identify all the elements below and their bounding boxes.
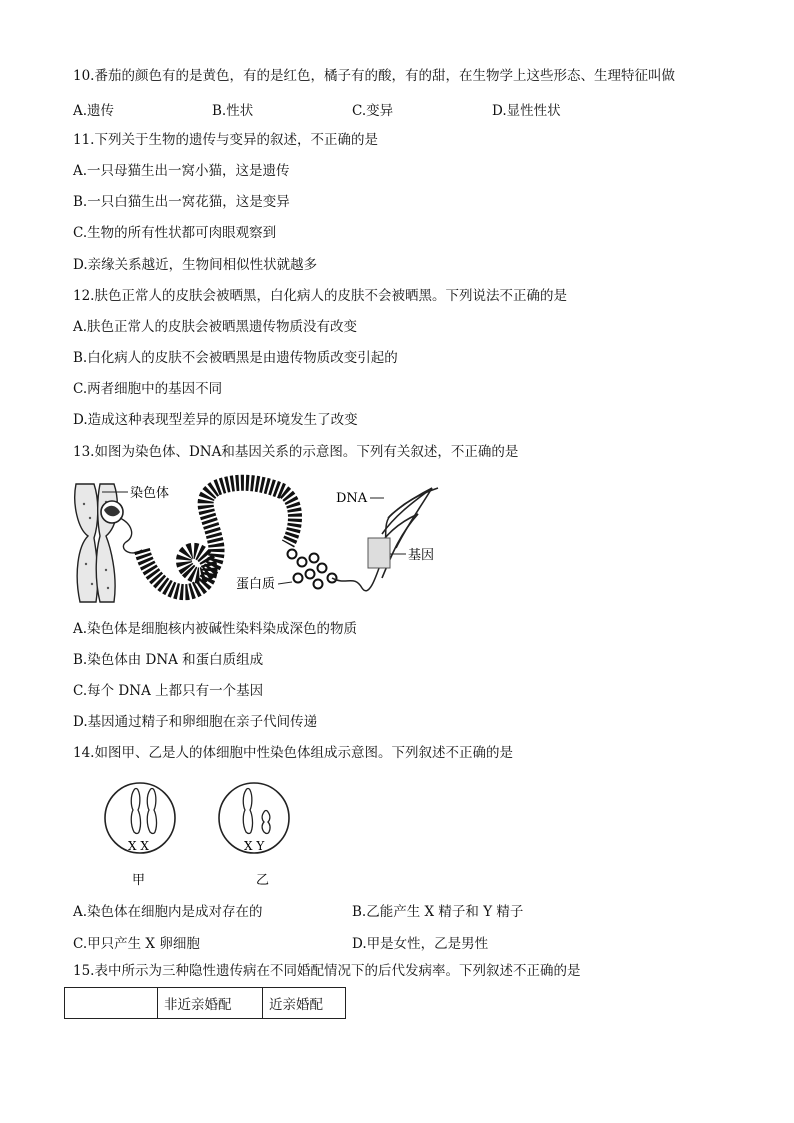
q12-option-b: B.白化病人的皮肤不会被晒黑是由遗传物质改变引起的 [73,350,398,366]
q14-option-b: B.乙能产生 X 精子和 Y 精子 [352,904,524,920]
q14-option-a: A.染色体在细胞内是成对存在的 [73,904,263,920]
q14-option-d: D.甲是女性，乙是男性 [352,936,489,952]
q13-option-a: A.染色体是细胞核内被碱性染料染成深色的物质 [73,621,358,637]
q14-stem: 14.如图甲、乙是人的体细胞中性染色体组成示意图。下列叙述不正确的是 [73,745,513,761]
table-header-consanguineous: 近亲婚配 [263,988,346,1019]
cell-a-label: 甲 [132,873,146,888]
q12-option-a: A.肤色正常人的皮肤会被晒黑遗传物质没有改变 [73,319,358,335]
q11-option-a: A.一只母猫生出一窝小猫，这是遗传 [73,163,290,179]
q11-option-d: D.亲缘关系越近，生物间相似性状就越多 [73,257,318,273]
q12-stem: 12.肤色正常人的皮肤会被晒黑，白化病人的皮肤不会被晒黑。下列说法不正确的是 [73,288,567,304]
q11-option-b: B.一只白猫生出一窝花猫，这是变异 [73,194,290,210]
q13-option-c: C.每个 DNA 上都只有一个基因 [73,683,264,699]
table-header-row [65,988,346,1019]
q13-option-b: B.染色体由 DNA 和蛋白质组成 [73,652,264,668]
label-gene: 基因 [408,548,435,563]
q10-stem: 10.番茄的颜色有的是黄色，有的是红色，橘子有的酸，有的甜，在生物学上这些形态、生理特征叫做 [73,68,675,84]
label-protein: 蛋白质 [236,577,276,592]
chromosome-dna-gene-figure [70,474,455,609]
q11-stem: 11.下列关于生物的遗传与变异的叙述，不正确的是 [73,132,378,148]
q15-table [64,987,346,1019]
q14-option-c: C.甲只产生 X 卵细胞 [73,936,200,952]
table-header-non-consanguineous: 非近亲婚配 [158,988,263,1019]
q10-option-a: A.遗传 [73,103,115,119]
cell-b-label: 乙 [256,873,270,888]
cell-b-chromosome-label: X Y [244,839,265,853]
q13-stem: 13.如图为染色体、DNA和基因关系的示意图。下列有关叙述，不正确的是 [73,444,519,460]
q10-option-c: C.变异 [352,103,394,119]
q13-option-d: D.基因通过精子和卵细胞在亲子代间传递 [73,714,318,730]
nucleosome-beads [288,550,337,589]
q11-option-c: C.生物的所有性状都可肉眼观察到 [73,225,277,241]
label-chromosome: 染色体 [130,486,170,501]
label-dna: DNA [336,491,368,506]
q12-option-c: C.两者细胞中的基因不同 [73,381,223,397]
cell-a-chromosome-label: X X [128,839,149,853]
q10-option-b: B.性状 [212,103,254,119]
gene-segment [368,538,390,568]
q15-stem: 15.表中所示为三种隐性遗传病在不同婚配情况下的后代发病率。下列叙述不正确的是 [73,963,581,979]
table-header-empty [65,988,158,1019]
sex-chromosome-figure [96,776,296,888]
q12-option-d: D.造成这种表现型差异的原因是环境发生了改变 [73,412,358,428]
q10-option-d: D.显性性状 [492,103,561,119]
